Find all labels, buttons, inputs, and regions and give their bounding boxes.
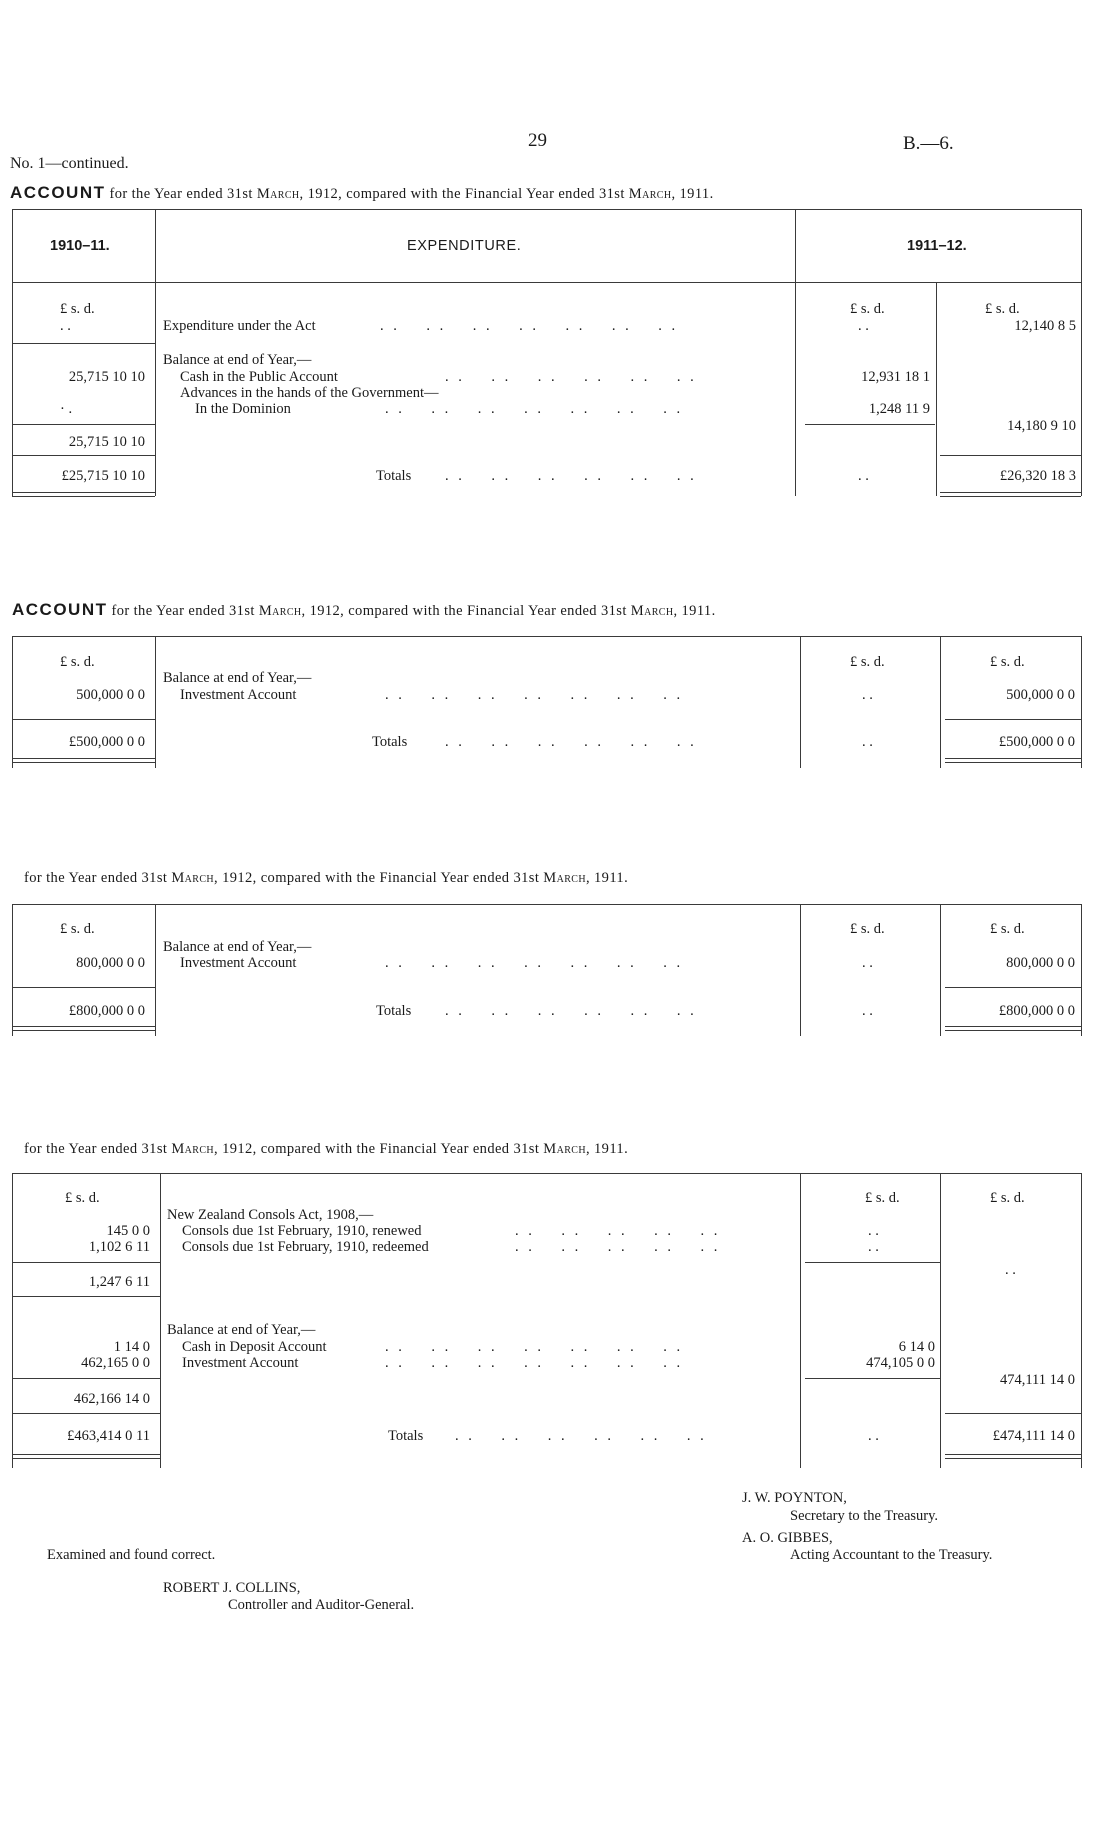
account-word: ACCOUNT: [10, 183, 106, 202]
investment-inner-value: 474,105 0 0: [866, 1355, 935, 1371]
investment-leader: . . . . . . . . . . . . . .: [385, 1355, 684, 1371]
document-reference: B.—6.: [903, 133, 954, 154]
account-heading-2: [12, 600, 716, 620]
totals-right-value: £26,320 18 3: [999, 468, 1076, 484]
cash-inner-value: 6 14 0: [898, 1339, 935, 1355]
period-heading-4: for the Year ended 31st March, 1912, compared with the Financial Year ended 31st March, 1911.: [24, 1141, 629, 1157]
expenditure-inner-dots: . .: [858, 318, 869, 334]
renewed-label: Consols due 1st February, 1910, renewed: [182, 1223, 422, 1239]
totals-label: Totals: [372, 734, 408, 750]
subtotal2-left-value: 462,166 14 0: [73, 1391, 150, 1407]
totals-right-value: £474,111 14 0: [992, 1428, 1075, 1444]
cash-label: Cash in Deposit Account: [182, 1339, 327, 1355]
subtotal1-right-dots: . .: [1005, 1262, 1016, 1278]
investment-leader: . . . . . . . . . . . . . .: [385, 955, 684, 971]
subtotal1-left-value: 1,247 6 11: [88, 1274, 150, 1290]
account-heading-1: [10, 183, 714, 203]
dominion-inner-value: 1,248 11 9: [868, 401, 930, 417]
renewed-leader: . . . . . . . . . .: [515, 1223, 721, 1239]
money-header-inner: £ s. d.: [850, 921, 885, 937]
expenditure-leader: . . . . . . . . . . . . . .: [380, 318, 679, 334]
expenditure-label: Expenditure under the Act: [163, 318, 316, 334]
cash-label: Cash in the Public Account: [180, 369, 338, 385]
money-header-left: £ s. d.: [60, 921, 95, 937]
money-header-left: £ s. d.: [60, 301, 95, 317]
expenditure-right-value: 12,140 8 5: [1014, 318, 1076, 334]
cash-left-value: 25,715 10 10: [68, 369, 145, 385]
balance-heading: Balance at end of Year,—: [163, 670, 312, 686]
period-line: for the Year ended 31st March, 1912, compared with the Financial Year ended 31st March, 1911.: [109, 186, 714, 202]
cash-left-value: 1 14 0: [113, 1339, 150, 1355]
totals-inner-dots: . .: [862, 1003, 873, 1019]
investment-right-value: 800,000 0 0: [1006, 955, 1075, 971]
signatory-poynton-title: Secretary to the Treasury.: [790, 1508, 939, 1524]
totals-right-value: £500,000 0 0: [998, 734, 1075, 750]
money-header-inner: £ s. d.: [850, 301, 885, 317]
cash-leader: . . . . . . . . . . . . . .: [385, 1339, 684, 1355]
balance-heading: Balance at end of Year,—: [163, 939, 312, 955]
renewed-left-value: 145 0 0: [106, 1223, 150, 1239]
act-heading: New Zealand Consols Act, 1908,—: [167, 1207, 374, 1223]
totals-inner-dots: . .: [862, 734, 873, 750]
examined-statement: Examined and found correct.: [47, 1547, 216, 1563]
money-header-right: £ s. d.: [990, 921, 1025, 937]
subtotal2-right-value: 474,111 14 0: [999, 1372, 1075, 1388]
totals-inner-dots: . .: [858, 468, 869, 484]
expenditure-left-value: . .: [60, 318, 71, 334]
redeemed-leader: . . . . . . . . . .: [515, 1239, 721, 1255]
subtotal-right-value: 14,180 9 10: [1007, 418, 1076, 434]
dominion-left-value: · .: [60, 401, 73, 417]
column-header-1910-11: 1910–11.: [50, 238, 110, 254]
totals-leader: . . . . . . . . . . . .: [445, 1003, 697, 1019]
cash-leader: . . . . . . . . . . . .: [445, 369, 697, 385]
redeemed-inner-dots: . .: [868, 1239, 879, 1255]
column-header-1911-12: 1911–12.: [907, 238, 967, 254]
totals-label: Totals: [376, 1003, 412, 1019]
investment-inner-dots: . .: [862, 687, 873, 703]
totals-label: Totals: [388, 1428, 424, 1444]
investment-left-value: 500,000 0 0: [76, 687, 145, 703]
money-header-inner: £ s. d.: [850, 654, 885, 670]
account-word: ACCOUNT: [12, 600, 108, 619]
investment-label: Investment Account: [180, 687, 297, 703]
signatory-collins-title: Controller and Auditor-General.: [228, 1597, 415, 1613]
subtotal-left-value: 25,715 10 10: [68, 434, 145, 450]
continued-label: No. 1—continued.: [10, 155, 129, 172]
totals-left-value: £463,414 0 11: [67, 1428, 150, 1444]
money-header-right: £ s. d.: [990, 1190, 1025, 1206]
money-header-left: £ s. d.: [60, 654, 95, 670]
investment-label: Investment Account: [182, 1355, 299, 1371]
totals-left-value: £500,000 0 0: [68, 734, 145, 750]
cash-inner-value: 12,931 18 1: [861, 369, 930, 385]
money-header-left: £ s. d.: [65, 1190, 100, 1206]
period-heading-3: for the Year ended 31st March, 1912, compared with the Financial Year ended 31st March, 1911.: [24, 870, 629, 886]
money-header-inner: £ s. d.: [865, 1190, 900, 1206]
signatory-poynton-name: J. W. POYNTON,: [742, 1490, 847, 1506]
redeemed-label: Consols due 1st February, 1910, redeemed: [182, 1239, 429, 1255]
column-header-expenditure: EXPENDITURE.: [407, 238, 522, 254]
period-line: for the Year ended 31st March, 1912, compared with the Financial Year ended 31st March, 1911.: [111, 603, 716, 619]
investment-leader: . . . . . . . . . . . . . .: [385, 687, 684, 703]
investment-left-value: 462,165 0 0: [81, 1355, 150, 1371]
redeemed-left-value: 1,102 6 11: [88, 1239, 150, 1255]
investment-label: Investment Account: [180, 955, 297, 971]
totals-leader: . . . . . . . . . . . .: [455, 1428, 707, 1444]
money-header-right: £ s. d.: [990, 654, 1025, 670]
totals-leader: . . . . . . . . . . . .: [445, 468, 697, 484]
signatory-gibbes-title: Acting Accountant to the Treasury.: [790, 1547, 993, 1563]
totals-left-value: £25,715 10 10: [61, 468, 145, 484]
dominion-leader: . . . . . . . . . . . . . .: [385, 401, 684, 417]
investment-right-value: 500,000 0 0: [1006, 687, 1075, 703]
signatory-collins-name: ROBERT J. COLLINS,: [163, 1580, 301, 1596]
balance-heading: Balance at end of Year,—: [167, 1322, 316, 1338]
totals-label: Totals: [376, 468, 412, 484]
totals-left-value: £800,000 0 0: [68, 1003, 145, 1019]
advances-heading: Advances in the hands of the Government—: [180, 385, 439, 401]
money-header-right: £ s. d.: [985, 301, 1020, 317]
page-number: 29: [528, 130, 547, 151]
totals-right-value: £800,000 0 0: [998, 1003, 1075, 1019]
signatory-gibbes-name: A. O. GIBBES,: [742, 1530, 833, 1546]
investment-inner-dots: . .: [862, 955, 873, 971]
totals-leader: . . . . . . . . . . . .: [445, 734, 697, 750]
investment-left-value: 800,000 0 0: [76, 955, 145, 971]
renewed-inner-dots: . .: [868, 1223, 879, 1239]
balance-heading: Balance at end of Year,—: [163, 352, 312, 368]
dominion-label: In the Dominion: [195, 401, 291, 417]
totals-inner-dots: . .: [868, 1428, 879, 1444]
